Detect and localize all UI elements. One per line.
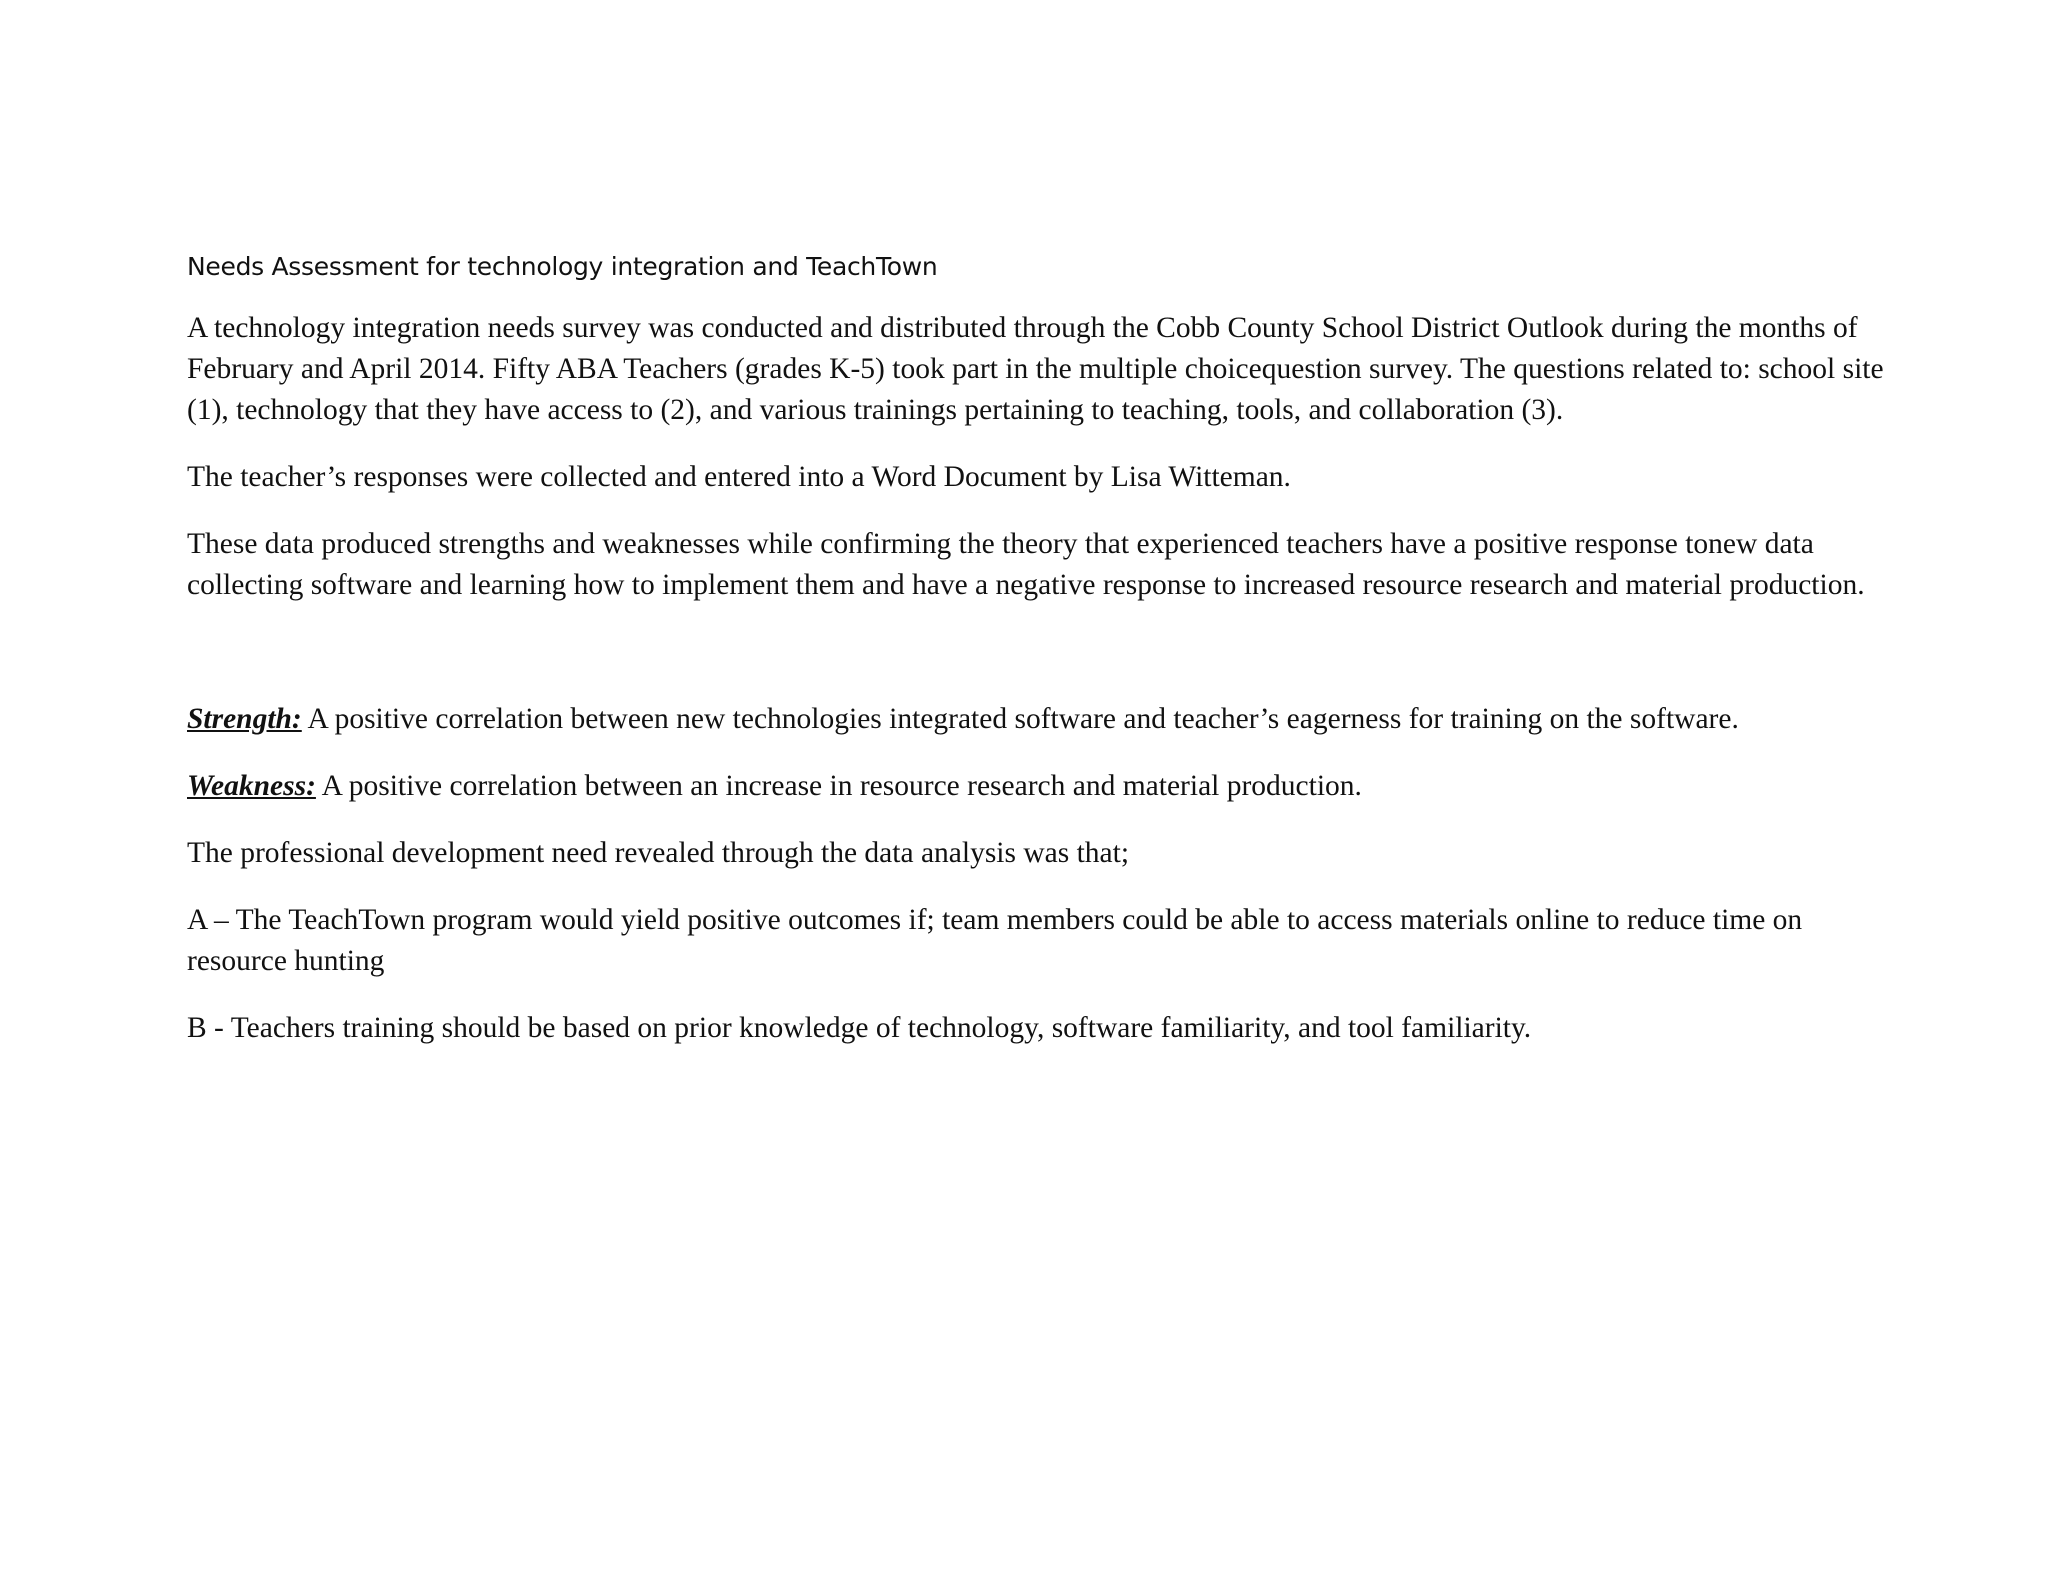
strength-paragraph [187, 699, 1887, 740]
collection-paragraph: The teacher’s responses were collected and entered into a Word Document by Lisa Witteman. [187, 461, 1291, 493]
section-spacer [187, 632, 1887, 699]
point-a-paragraph: A – The TeachTown program would yield positive outcomes if; team members could be able to access materials online to reduce time on resource hunting [187, 904, 1803, 977]
need-intro-paragraph: The professional development need revealed through the data analysis was that; [187, 837, 1130, 869]
weakness-label: Weakness: [187, 770, 316, 802]
strength-text: A positive correlation between new technologies integrated software and teacher’s eagerness for training on the software. [301, 703, 1739, 735]
document-content [187, 250, 1887, 1075]
document-heading: Needs Assessment for technology integration and TeachTown [187, 252, 938, 281]
weakness-text: A positive correlation between an increase in resource research and material production. [315, 770, 1362, 802]
strength-label: Strength: [187, 703, 302, 735]
findings-paragraph: These data produced strengths and weaknesses while confirming the theory that experienced teachers have a positive response tonew data collecting software and learning how to implement them and have a negative response to increased resource research and material production. [187, 528, 1865, 601]
weakness-paragraph [187, 766, 1887, 807]
point-b-paragraph: B - Teachers training should be based on prior knowledge of technology, software familiarity, and tool familiarity. [187, 1012, 1532, 1044]
intro-paragraph: A technology integration needs survey was conducted and distributed through the Cobb County School District Outlook during the months of February and April 2014. Fifty ABA Teachers (grades K-5) took part in the multiple choicequestion survey. The questions related to: school site (1), technology that they have access to (2), and various trainings pertaining to teaching, tools, and collaboration (3). [187, 312, 1884, 426]
